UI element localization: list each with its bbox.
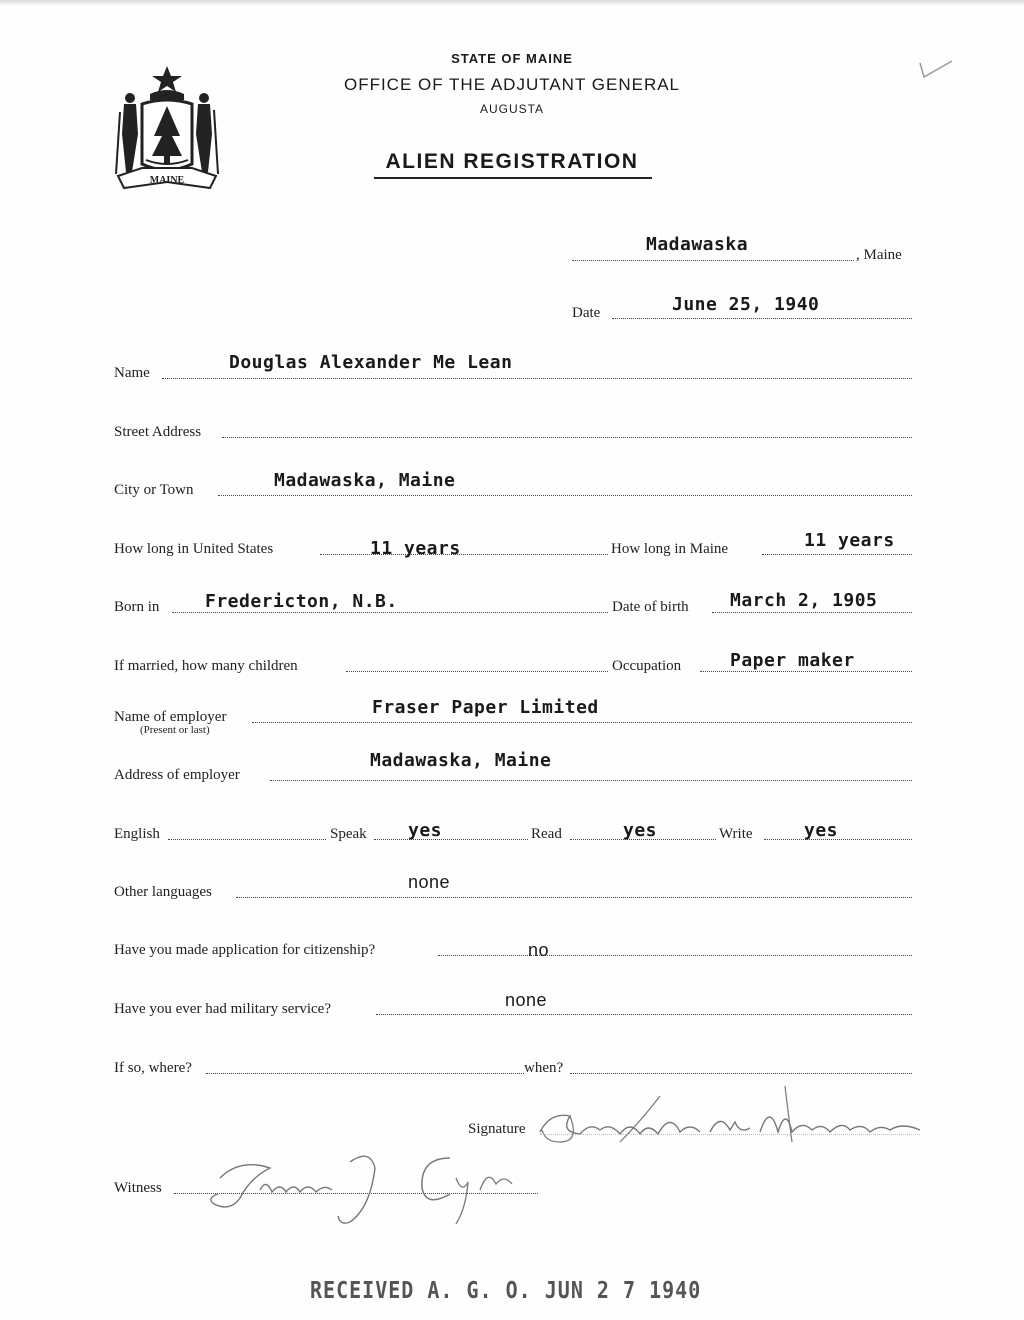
dob-label: Date of birth: [612, 599, 689, 615]
when-label: when?: [524, 1060, 564, 1076]
occupation-label: Occupation: [612, 658, 682, 674]
citizenship-line: [438, 955, 912, 956]
born-label: Born in: [114, 599, 160, 615]
signature-handwriting: [530, 1082, 940, 1162]
title-underline: [374, 177, 652, 179]
city-label: City or Town: [114, 482, 194, 498]
employer-address-line: [270, 780, 912, 781]
employer-address-label: Address of employer: [114, 767, 240, 783]
employer-address-value: Madawaska, Maine: [370, 750, 552, 771]
city-value: Madawaska, Maine: [274, 470, 456, 491]
military-line: [376, 1014, 912, 1015]
military-value: none: [505, 990, 548, 1010]
employer-label: Name of employer: [114, 709, 227, 725]
header-city: AUGUSTA: [479, 102, 545, 116]
date-label: Date: [572, 305, 601, 321]
where-label: If so, where?: [114, 1060, 192, 1076]
employer-value: Fraser Paper Limited: [372, 697, 599, 718]
children-label: If married, how many children: [114, 658, 298, 674]
maine-duration-label: How long in Maine: [611, 541, 729, 557]
maine-duration-line: [762, 554, 912, 555]
employer-sublabel: (Present or last): [140, 724, 210, 736]
signature-line: [540, 1134, 920, 1135]
street-label: Street Address: [114, 424, 202, 440]
english-label: English: [114, 826, 160, 842]
signature-label: Signature: [468, 1121, 526, 1137]
where-line: [206, 1073, 524, 1074]
employer-line: [252, 722, 912, 723]
seal-motto: MAINE: [149, 175, 185, 186]
born-line: [172, 612, 608, 613]
city-line: [218, 495, 912, 496]
form-title: ALIEN REGISTRATION: [385, 150, 639, 173]
other-languages-value: none: [408, 872, 451, 892]
military-label: Have you ever had military service?: [114, 1001, 331, 1017]
english-line: [168, 839, 326, 840]
name-line: [162, 378, 912, 379]
read-value: yes: [623, 820, 658, 841]
maine-duration-value: 11 years: [804, 530, 895, 551]
dob-value: March 2, 1905: [730, 590, 878, 611]
write-label: Write: [719, 826, 753, 842]
citizenship-value: no: [528, 940, 550, 960]
header-state: STATE OF MAINE: [451, 51, 573, 66]
speak-line: [374, 839, 528, 840]
scan-edge: [0, 0, 1024, 6]
write-value: yes: [804, 820, 839, 841]
speak-label: Speak: [330, 826, 367, 842]
read-label: Read: [531, 826, 562, 842]
location-town: Madawaska: [646, 234, 749, 255]
dob-line: [712, 612, 912, 613]
other-languages-label: Other languages: [114, 884, 212, 900]
location-suffix: , Maine: [856, 247, 902, 263]
received-stamp: RECEIVED A. G. O. JUN 2 7 1940: [310, 1276, 702, 1304]
citizenship-label: Have you made application for citizenship?: [114, 942, 376, 958]
occupation-value: Paper maker: [730, 650, 855, 671]
name-label: Name: [114, 365, 150, 381]
occupation-line: [700, 671, 912, 672]
date-value: June 25, 1940: [672, 294, 820, 315]
us-duration-value: 11 years: [370, 538, 461, 559]
other-languages-line: [236, 897, 912, 898]
date-line: [612, 318, 912, 319]
location-line: [572, 260, 854, 261]
children-line: [346, 671, 608, 672]
us-duration-line: [320, 554, 608, 555]
street-line: [222, 437, 912, 438]
witness-handwriting: [200, 1138, 540, 1228]
born-value: Fredericton, N.B.: [205, 591, 398, 612]
header-office: OFFICE OF THE ADJUTANT GENERAL: [343, 75, 681, 94]
us-duration-label: How long in United States: [114, 541, 274, 557]
witness-label: Witness: [114, 1180, 162, 1196]
speak-value: yes: [408, 820, 443, 841]
name-value: Douglas Alexander Me Lean: [229, 352, 513, 373]
when-line: [570, 1073, 912, 1074]
